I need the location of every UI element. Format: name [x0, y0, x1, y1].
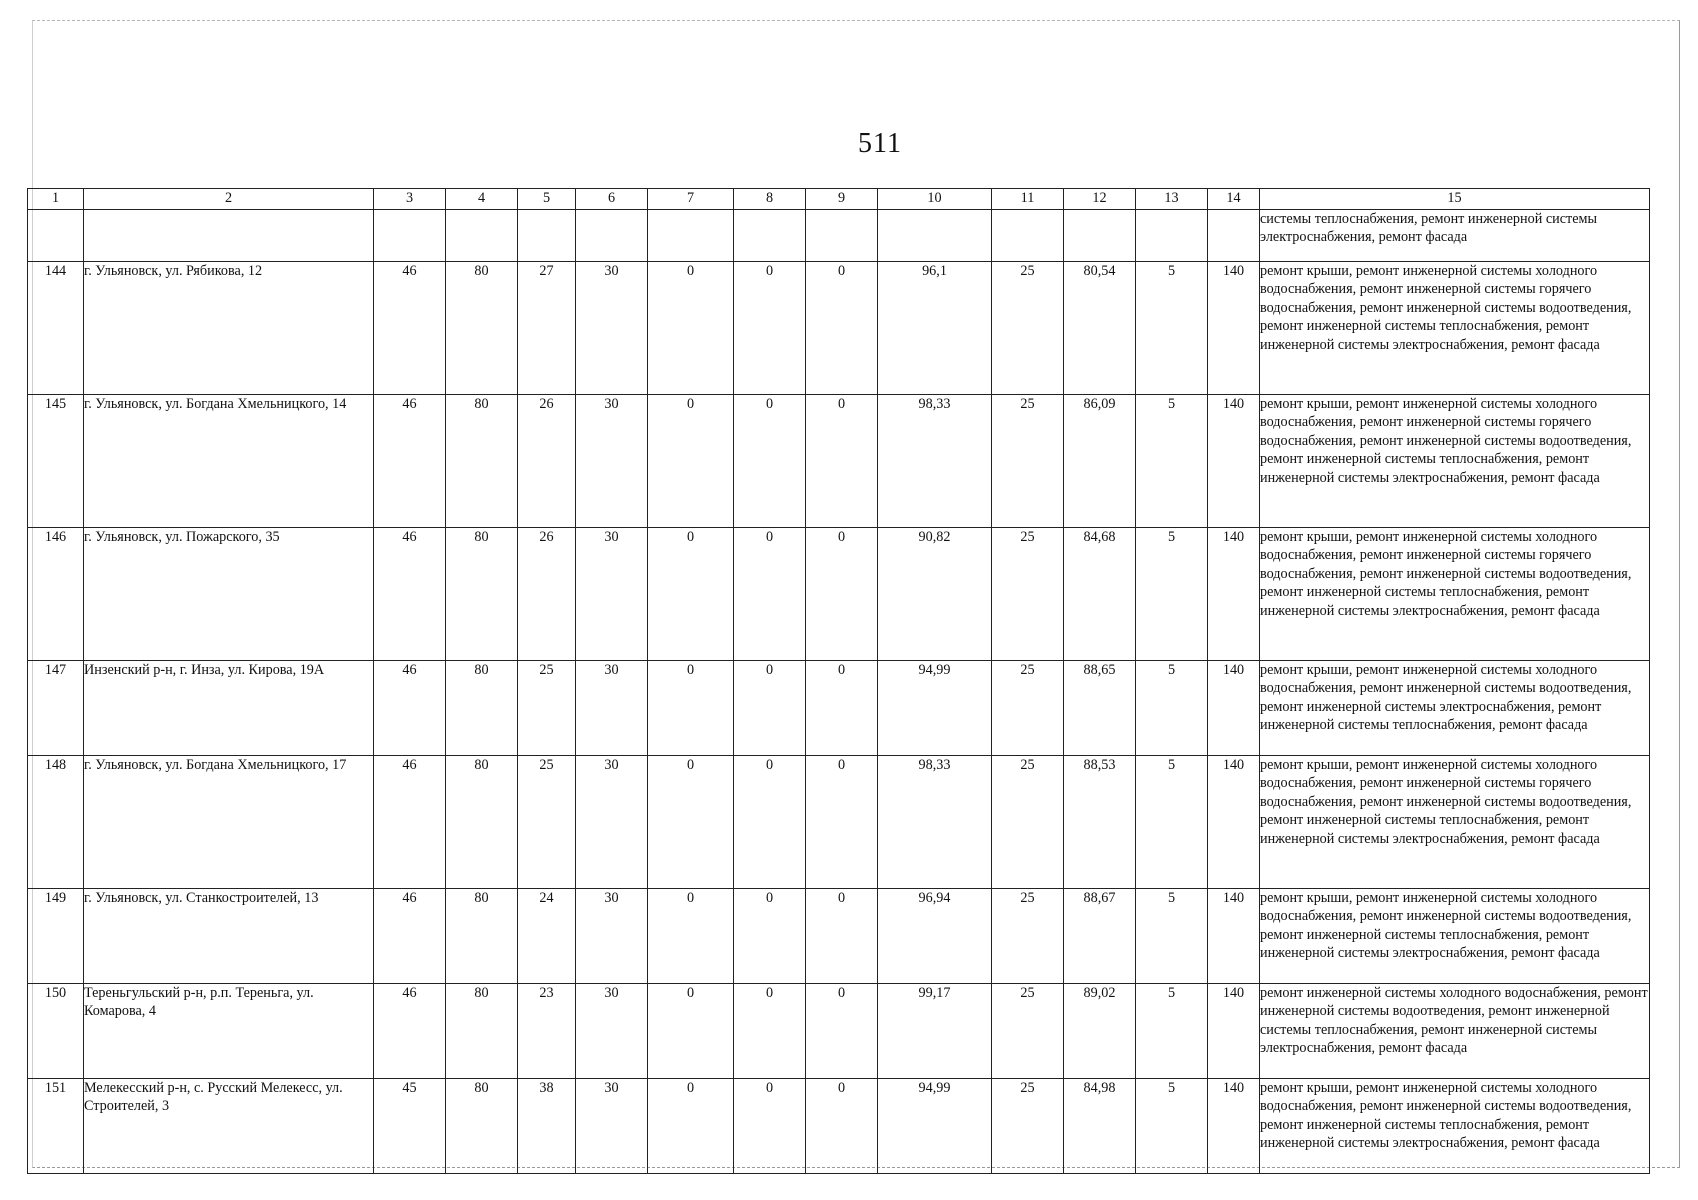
- table-row: [28, 528, 1650, 661]
- value-cell-c14: 140: [1208, 984, 1260, 1079]
- address-cell: Тереньгульский р-н, р.п. Тереньга, ул. Комарова, 4: [84, 984, 374, 1079]
- value-cell-c6: 30: [576, 395, 648, 528]
- table-row: [28, 756, 1650, 889]
- value-cell-c11: 25: [992, 661, 1064, 756]
- repair-works-cell: ремонт крыши, ремонт инженерной системы холодного водоснабжения, ремонт инженерной системы водоотведения, ремонт инженерной системы электроснабжения, ремонт инженерной системы теплоснабжения, ремонт фасада: [1260, 661, 1650, 756]
- row-number-cell: 151: [28, 1079, 84, 1174]
- value-cell-c9: 0: [806, 262, 878, 395]
- value-cell-c5: 23: [518, 984, 576, 1079]
- value-cell-c12: 89,02: [1064, 984, 1136, 1079]
- value-cell-c4: 80: [446, 984, 518, 1079]
- value-cell-c9: 0: [806, 661, 878, 756]
- row-number-cell: 144: [28, 262, 84, 395]
- address-cell: г. Ульяновск, ул. Богдана Хмельницкого, 14: [84, 395, 374, 528]
- column-header: 1: [28, 189, 84, 210]
- table-row: [28, 889, 1650, 984]
- value-cell-c14: 140: [1208, 756, 1260, 889]
- column-header: 3: [374, 189, 446, 210]
- value-cell-c9: 0: [806, 395, 878, 528]
- value-cell-c5: 38: [518, 1079, 576, 1174]
- value-cell-c12: 88,53: [1064, 756, 1136, 889]
- value-cell-c14: 140: [1208, 528, 1260, 661]
- value-cell-c13: 5: [1136, 984, 1208, 1079]
- value-cell-c8: 0: [734, 984, 806, 1079]
- table-row: [28, 984, 1650, 1079]
- value-cell-c6: 30: [576, 889, 648, 984]
- address-cell: г. Ульяновск, ул. Станкостроителей, 13: [84, 889, 374, 984]
- column-header: 10: [878, 189, 992, 210]
- table-cell: [374, 210, 446, 262]
- table-cell: [992, 210, 1064, 262]
- column-header: 12: [1064, 189, 1136, 210]
- value-cell-c3: 45: [374, 1079, 446, 1174]
- column-header: 14: [1208, 189, 1260, 210]
- value-cell-c8: 0: [734, 756, 806, 889]
- column-header: 7: [648, 189, 734, 210]
- table-cell: [1064, 210, 1136, 262]
- table-cell: [734, 210, 806, 262]
- column-header: 6: [576, 189, 648, 210]
- row-number-cell: 148: [28, 756, 84, 889]
- column-header: 11: [992, 189, 1064, 210]
- value-cell-c4: 80: [446, 661, 518, 756]
- value-cell-c11: 25: [992, 262, 1064, 395]
- value-cell-c5: 25: [518, 756, 576, 889]
- value-cell-c11: 25: [992, 984, 1064, 1079]
- value-cell-c11: 25: [992, 395, 1064, 528]
- column-header: 13: [1136, 189, 1208, 210]
- value-cell-c3: 46: [374, 395, 446, 528]
- value-cell-c4: 80: [446, 262, 518, 395]
- value-cell-c7: 0: [648, 661, 734, 756]
- value-cell-c12: 84,68: [1064, 528, 1136, 661]
- address-cell: г. Ульяновск, ул. Рябикова, 12: [84, 262, 374, 395]
- value-cell-c6: 30: [576, 661, 648, 756]
- value-cell-c10: 99,17: [878, 984, 992, 1079]
- value-cell-c3: 46: [374, 984, 446, 1079]
- column-header: 2: [84, 189, 374, 210]
- value-cell-c6: 30: [576, 262, 648, 395]
- value-cell-c14: 140: [1208, 395, 1260, 528]
- value-cell-c3: 46: [374, 756, 446, 889]
- value-cell-c8: 0: [734, 1079, 806, 1174]
- value-cell-c14: 140: [1208, 889, 1260, 984]
- value-cell-c4: 80: [446, 756, 518, 889]
- value-cell-c4: 80: [446, 395, 518, 528]
- row-number-cell: 147: [28, 661, 84, 756]
- value-cell-c4: 80: [446, 1079, 518, 1174]
- table-cell: [878, 210, 992, 262]
- value-cell-c3: 46: [374, 889, 446, 984]
- value-cell-c3: 46: [374, 661, 446, 756]
- row-number-cell: 150: [28, 984, 84, 1079]
- table-cell: [1208, 210, 1260, 262]
- column-header: 5: [518, 189, 576, 210]
- table-cell: [84, 210, 374, 262]
- value-cell-c5: 24: [518, 889, 576, 984]
- value-cell-c7: 0: [648, 984, 734, 1079]
- value-cell-c6: 30: [576, 528, 648, 661]
- value-cell-c13: 5: [1136, 756, 1208, 889]
- value-cell-c10: 98,33: [878, 756, 992, 889]
- column-header: 9: [806, 189, 878, 210]
- value-cell-c8: 0: [734, 262, 806, 395]
- value-cell-c9: 0: [806, 756, 878, 889]
- value-cell-c7: 0: [648, 1079, 734, 1174]
- registry-table: [27, 188, 1650, 1174]
- table-cell: [518, 210, 576, 262]
- value-cell-c11: 25: [992, 889, 1064, 984]
- repair-works-cell: ремонт крыши, ремонт инженерной системы холодного водоснабжения, ремонт инженерной системы водоотведения, ремонт инженерной системы теплоснабжения, ремонт инженерной системы электроснабжения, ремонт фасада: [1260, 1079, 1650, 1174]
- repair-works-cell: ремонт крыши, ремонт инженерной системы холодного водоснабжения, ремонт инженерной системы горячего водоснабжения, ремонт инженерной системы водоотведения, ремонт инженерной системы теплоснабжения, ремонт инженерной системы электроснабжения, ремонт фасада: [1260, 395, 1650, 528]
- value-cell-c3: 46: [374, 528, 446, 661]
- table-cell: [576, 210, 648, 262]
- value-cell-c10: 90,82: [878, 528, 992, 661]
- column-number-row: [28, 189, 1650, 210]
- value-cell-c14: 140: [1208, 661, 1260, 756]
- value-cell-c10: 96,94: [878, 889, 992, 984]
- value-cell-c12: 88,67: [1064, 889, 1136, 984]
- column-header: 15: [1260, 189, 1650, 210]
- continued-row: [28, 210, 1650, 262]
- value-cell-c12: 80,54: [1064, 262, 1136, 395]
- page-number: 511: [858, 128, 902, 159]
- value-cell-c8: 0: [734, 528, 806, 661]
- row-number-cell: 145: [28, 395, 84, 528]
- repair-works-cell: ремонт крыши, ремонт инженерной системы холодного водоснабжения, ремонт инженерной системы горячего водоснабжения, ремонт инженерной системы водоотведения, ремонт инженерной системы теплоснабжения, ремонт инженерной системы электроснабжения, ремонт фасада: [1260, 528, 1650, 661]
- table-row: [28, 262, 1650, 395]
- value-cell-c6: 30: [576, 1079, 648, 1174]
- table-cell: [648, 210, 734, 262]
- value-cell-c14: 140: [1208, 1079, 1260, 1174]
- value-cell-c12: 84,98: [1064, 1079, 1136, 1174]
- value-cell-c13: 5: [1136, 889, 1208, 984]
- value-cell-c8: 0: [734, 889, 806, 984]
- value-cell-c13: 5: [1136, 262, 1208, 395]
- value-cell-c11: 25: [992, 756, 1064, 889]
- value-cell-c5: 27: [518, 262, 576, 395]
- table-row: [28, 395, 1650, 528]
- value-cell-c9: 0: [806, 889, 878, 984]
- value-cell-c14: 140: [1208, 262, 1260, 395]
- value-cell-c13: 5: [1136, 395, 1208, 528]
- table-cell: [806, 210, 878, 262]
- repair-works-cell: ремонт крыши, ремонт инженерной системы холодного водоснабжения, ремонт инженерной системы горячего водоснабжения, ремонт инженерной системы водоотведения, ремонт инженерной системы теплоснабжения, ремонт инженерной системы электроснабжения, ремонт фасада: [1260, 262, 1650, 395]
- table-cell: [446, 210, 518, 262]
- value-cell-c3: 46: [374, 262, 446, 395]
- value-cell-c13: 5: [1136, 528, 1208, 661]
- value-cell-c11: 25: [992, 1079, 1064, 1174]
- value-cell-c7: 0: [648, 262, 734, 395]
- address-cell: Инзенский р-н, г. Инза, ул. Кирова, 19А: [84, 661, 374, 756]
- value-cell-c6: 30: [576, 756, 648, 889]
- value-cell-c7: 0: [648, 889, 734, 984]
- address-cell: г. Ульяновск, ул. Пожарского, 35: [84, 528, 374, 661]
- repair-works-cell: ремонт крыши, ремонт инженерной системы холодного водоснабжения, ремонт инженерной системы водоотведения, ремонт инженерной системы теплоснабжения, ремонт инженерной системы электроснабжения, ремонт фасада: [1260, 889, 1650, 984]
- value-cell-c12: 88,65: [1064, 661, 1136, 756]
- value-cell-c10: 98,33: [878, 395, 992, 528]
- value-cell-c5: 26: [518, 528, 576, 661]
- value-cell-c8: 0: [734, 395, 806, 528]
- value-cell-c12: 86,09: [1064, 395, 1136, 528]
- table-body: [28, 210, 1650, 1174]
- value-cell-c10: 96,1: [878, 262, 992, 395]
- value-cell-c4: 80: [446, 528, 518, 661]
- table-cell: [28, 210, 84, 262]
- value-cell-c10: 94,99: [878, 661, 992, 756]
- repair-works-cell: системы теплоснабжения, ремонт инженерной системы электроснабжения, ремонт фасада: [1260, 210, 1650, 262]
- address-cell: г. Ульяновск, ул. Богдана Хмельницкого, 17: [84, 756, 374, 889]
- value-cell-c7: 0: [648, 528, 734, 661]
- value-cell-c7: 0: [648, 395, 734, 528]
- column-header: 8: [734, 189, 806, 210]
- value-cell-c7: 0: [648, 756, 734, 889]
- value-cell-c10: 94,99: [878, 1079, 992, 1174]
- value-cell-c6: 30: [576, 984, 648, 1079]
- value-cell-c4: 80: [446, 889, 518, 984]
- value-cell-c9: 0: [806, 984, 878, 1079]
- row-number-cell: 146: [28, 528, 84, 661]
- value-cell-c9: 0: [806, 1079, 878, 1174]
- value-cell-c5: 25: [518, 661, 576, 756]
- value-cell-c5: 26: [518, 395, 576, 528]
- table-cell: [1136, 210, 1208, 262]
- value-cell-c9: 0: [806, 528, 878, 661]
- repair-works-cell: ремонт инженерной системы холодного водоснабжения, ремонт инженерной системы водоотведения, ремонт инженерной системы теплоснабжения, ремонт инженерной системы электроснабжения, ремонт фасада: [1260, 984, 1650, 1079]
- repair-works-cell: ремонт крыши, ремонт инженерной системы холодного водоснабжения, ремонт инженерной системы горячего водоснабжения, ремонт инженерной системы водоотведения, ремонт инженерной системы теплоснабжения, ремонт инженерной системы электроснабжения, ремонт фасада: [1260, 756, 1650, 889]
- value-cell-c8: 0: [734, 661, 806, 756]
- value-cell-c11: 25: [992, 528, 1064, 661]
- value-cell-c13: 5: [1136, 1079, 1208, 1174]
- table-row: [28, 661, 1650, 756]
- row-number-cell: 149: [28, 889, 84, 984]
- value-cell-c13: 5: [1136, 661, 1208, 756]
- address-cell: Мелекесский р-н, с. Русский Мелекесс, ул. Строителей, 3: [84, 1079, 374, 1174]
- table-row: [28, 1079, 1650, 1174]
- column-header: 4: [446, 189, 518, 210]
